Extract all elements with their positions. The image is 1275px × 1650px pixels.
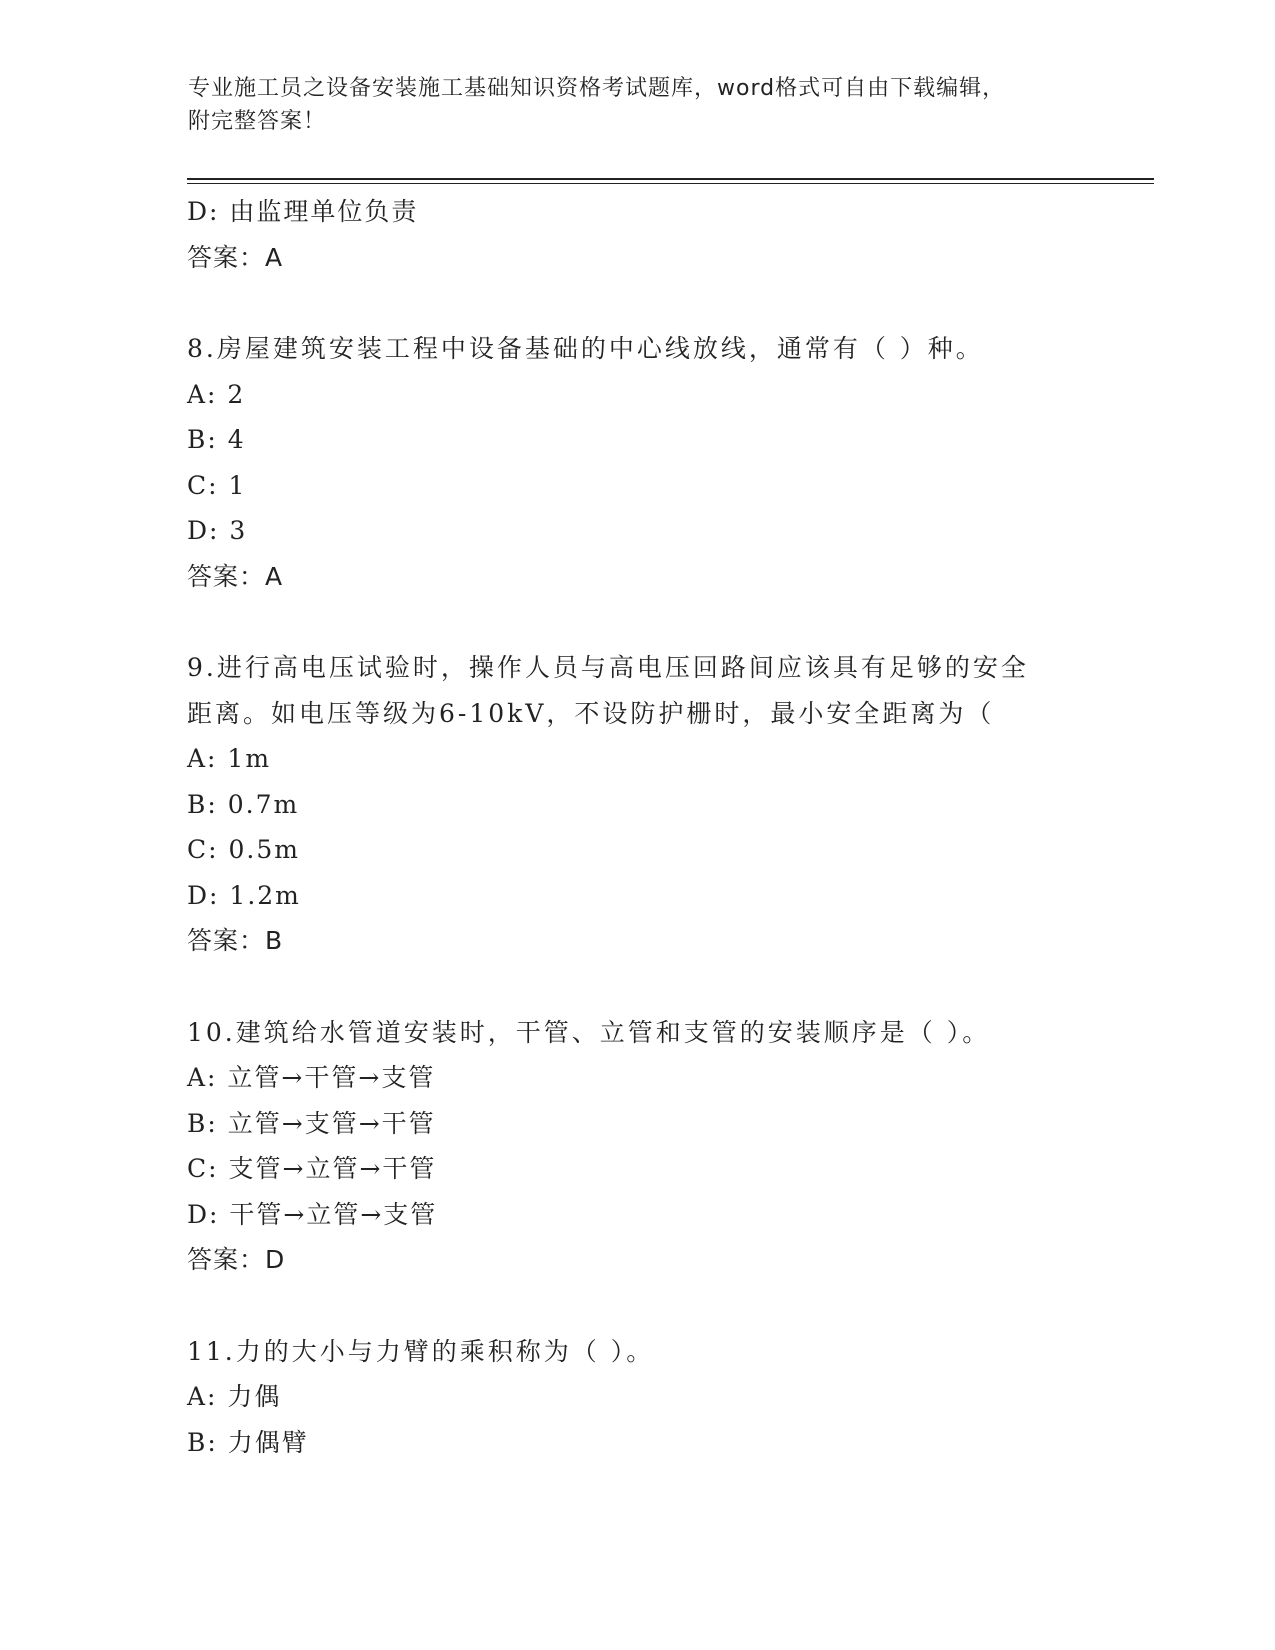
option-d: D: 1.2m <box>187 880 301 910</box>
answer-line: 答案：A <box>187 242 284 272</box>
option-b: B: 立管→支管→干管 <box>187 1108 436 1138</box>
option-d: D: 干管→立管→支管 <box>187 1199 438 1229</box>
question-stem: 8.房屋建筑安装工程中设备基础的中心线放线，通常有（ ）种。 <box>187 334 984 363</box>
answer-line: 答案：D <box>187 1245 286 1274</box>
question-prev <box>187 189 1067 280</box>
option-c: C: 支管→立管→干管 <box>187 1154 437 1183</box>
header-divider-thin <box>187 183 1154 184</box>
option-d: D: 3 <box>187 516 248 545</box>
header-line-2: 附完整答案！ <box>188 109 327 134</box>
spacer <box>187 280 1067 326</box>
spacer <box>187 1283 1067 1329</box>
option-a: A: 立管→干管→支管 <box>187 1063 436 1092</box>
question-11 <box>187 1329 1067 1466</box>
question-stem-continued: 距离。如电压等级为6-10kV，不设防护栅时，最小安全距离为（ <box>187 698 995 728</box>
question-list <box>187 189 1067 1465</box>
question-stem: 10.建筑给水管道安装时，干管、立管和支管的安装顺序是（ ）。 <box>187 1017 991 1047</box>
header-divider-thick <box>187 178 1154 180</box>
option-c: C: 1 <box>187 470 247 500</box>
spacer <box>187 599 1067 645</box>
spacer <box>187 964 1067 1010</box>
question-8 <box>187 326 1067 599</box>
option-a: A: 1m <box>187 744 272 773</box>
option-a: A: 力偶 <box>187 1382 282 1411</box>
answer-line: 答案：B <box>187 926 284 955</box>
option-c: C: 0.5m <box>187 835 300 864</box>
question-10 <box>187 1010 1067 1283</box>
question-stem: 11.力的大小与力臂的乘积称为（ ）。 <box>187 1336 655 1366</box>
option-d: D: 由监理单位负责 <box>187 197 419 226</box>
question-9 <box>187 645 1067 964</box>
option-a: A: 2 <box>187 379 246 409</box>
answer-line: 答案：A <box>187 561 284 591</box>
option-b: B: 4 <box>187 425 246 454</box>
document-header <box>188 72 1088 138</box>
option-b: B: 0.7m <box>187 789 300 819</box>
option-b: B: 力偶臂 <box>187 1427 309 1457</box>
question-stem: 9.进行高电压试验时，操作人员与高电压回路间应该具有足够的安全 <box>187 653 1029 682</box>
header-line-1: 专业施工员之设备安装施工基础知识资格考试题库，word格式可自由下载编辑， <box>188 76 1006 101</box>
